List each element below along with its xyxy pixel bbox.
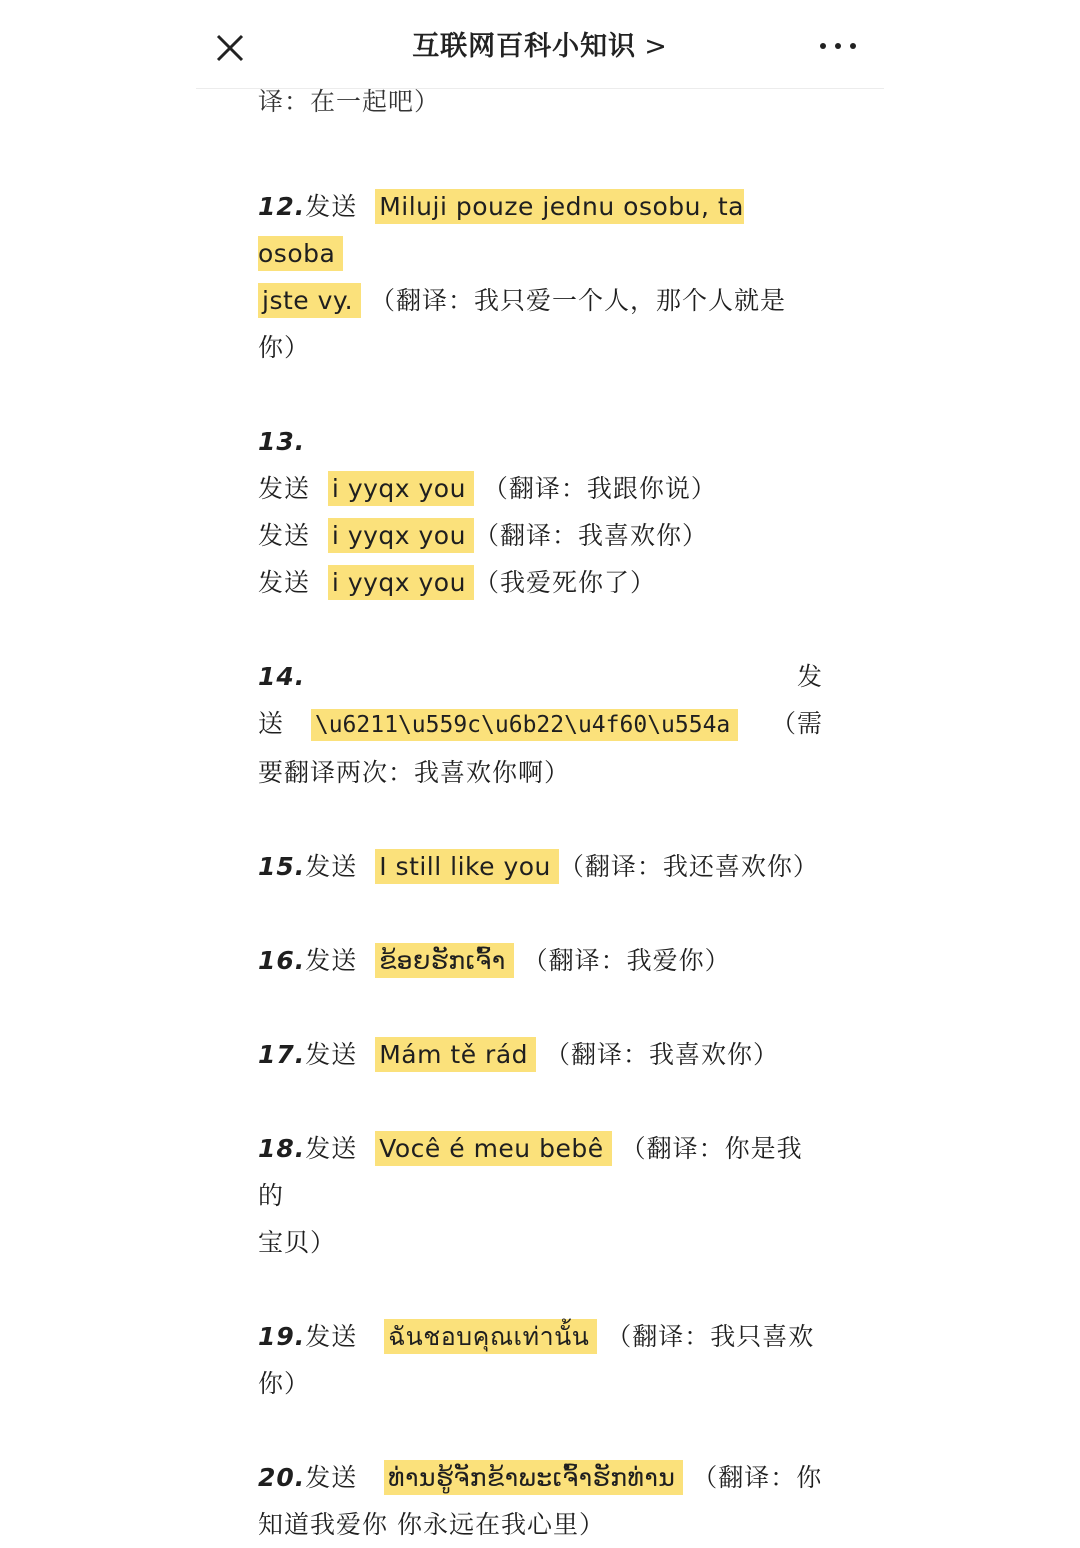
phrase-highlight: ຂ້ອຍຮັກເຈົ້າ [375, 943, 514, 978]
translation-cont: 要翻译两次：我喜欢你啊） [258, 758, 571, 787]
translation-cont: 知道我爱你 你永远在我心里） [258, 1510, 605, 1539]
phrase-highlight-cont: jste vy. [258, 283, 361, 318]
item-number: 17. [258, 1040, 306, 1069]
translation: （翻译：我只爱一个人，那个人就是 [370, 286, 787, 315]
phrase-highlight: ທ່ານຮູ້ຈັກຂ້າພະເຈົ້າຮັກທ່ານ [384, 1460, 683, 1495]
item-20 [258, 1454, 823, 1548]
item-17 [258, 1031, 823, 1078]
translation-cont: 宝贝） [258, 1228, 337, 1257]
translation: （我爱死你了） [473, 568, 656, 597]
phrase-highlight: ฉันชอบคุณเท่านั้น [384, 1319, 597, 1354]
item-13 [258, 418, 823, 606]
translation: （翻译：我还喜欢你） [558, 852, 819, 881]
chevron-right-icon: > [644, 31, 668, 62]
item-number: 18. [258, 1134, 306, 1163]
item-number: 20. [258, 1463, 306, 1492]
send-label: 发送 [305, 1463, 358, 1492]
account-title-link[interactable] [196, 24, 884, 63]
translation: （翻译：我只喜欢 [606, 1322, 815, 1351]
item-16 [258, 937, 823, 984]
phrase-highlight: i yyqx you [328, 565, 474, 600]
list-item: 发送 i yyqx you （翻译：我喜欢你） [258, 512, 823, 559]
phrase-highlight: i yyqx you [328, 471, 474, 506]
item-number: 19. [258, 1322, 306, 1351]
item-12 [258, 183, 823, 371]
item-number: 16. [258, 946, 306, 975]
item-14: 14. 发 送 \u6211\u559c\u6b22\u4f60\u554a （需 要翻译两次：我喜欢你啊） [258, 653, 823, 796]
phrase-highlight: Mám tě rád [375, 1037, 536, 1072]
phrase-highlight: \u6211\u559c\u6b22\u4f60\u554a [311, 709, 738, 741]
list-item: 发送 i yyqx you （翻译：我跟你说） [258, 465, 823, 512]
send-label: 发送 [305, 946, 358, 975]
item-15 [258, 843, 823, 890]
list-item: 发送 i yyqx you （我爱死你了） [258, 559, 823, 606]
translation: （翻译：我喜欢你） [544, 1040, 779, 1069]
send-label: 发送 [305, 852, 358, 881]
phrase-highlight: Miluji pouze jednu osobu, ta osoba [258, 189, 744, 271]
translation: （翻译：你是我的 [258, 1134, 803, 1210]
phrase-highlight: Você é meu bebê [375, 1131, 611, 1166]
translation: （翻译：我喜欢你） [473, 521, 708, 550]
translation: （需 [770, 709, 823, 738]
phrase-highlight: I still like you [375, 849, 559, 884]
translation-cont: 你） [258, 1369, 311, 1398]
send-label: 发送 [305, 1040, 358, 1069]
send-label: 发 [796, 662, 823, 691]
more-button[interactable] [816, 30, 860, 62]
send-label: 发送 [305, 192, 358, 221]
item-number: 14. [258, 662, 306, 691]
phrase-highlight: i yyqx you [328, 518, 474, 553]
clipped-text-line: 译：在一起吧） [258, 88, 441, 116]
translation: （翻译：我跟你说） [482, 474, 717, 503]
article-content [258, 70, 823, 1548]
page-title: 互联网百科小知识 [412, 31, 637, 62]
item-19 [258, 1313, 823, 1407]
send-label: 发送 [305, 1322, 358, 1351]
item-number: 13. [258, 427, 306, 456]
translation: （翻译：你 [692, 1463, 823, 1492]
translation-cont: 你） [258, 333, 311, 362]
item-18 [258, 1125, 823, 1266]
item-number: 12. [258, 192, 306, 221]
send-label: 发送 [305, 1134, 358, 1163]
item-number: 15. [258, 852, 306, 881]
translation: （翻译：我爱你） [522, 946, 731, 975]
more-dots-icon [820, 43, 826, 49]
